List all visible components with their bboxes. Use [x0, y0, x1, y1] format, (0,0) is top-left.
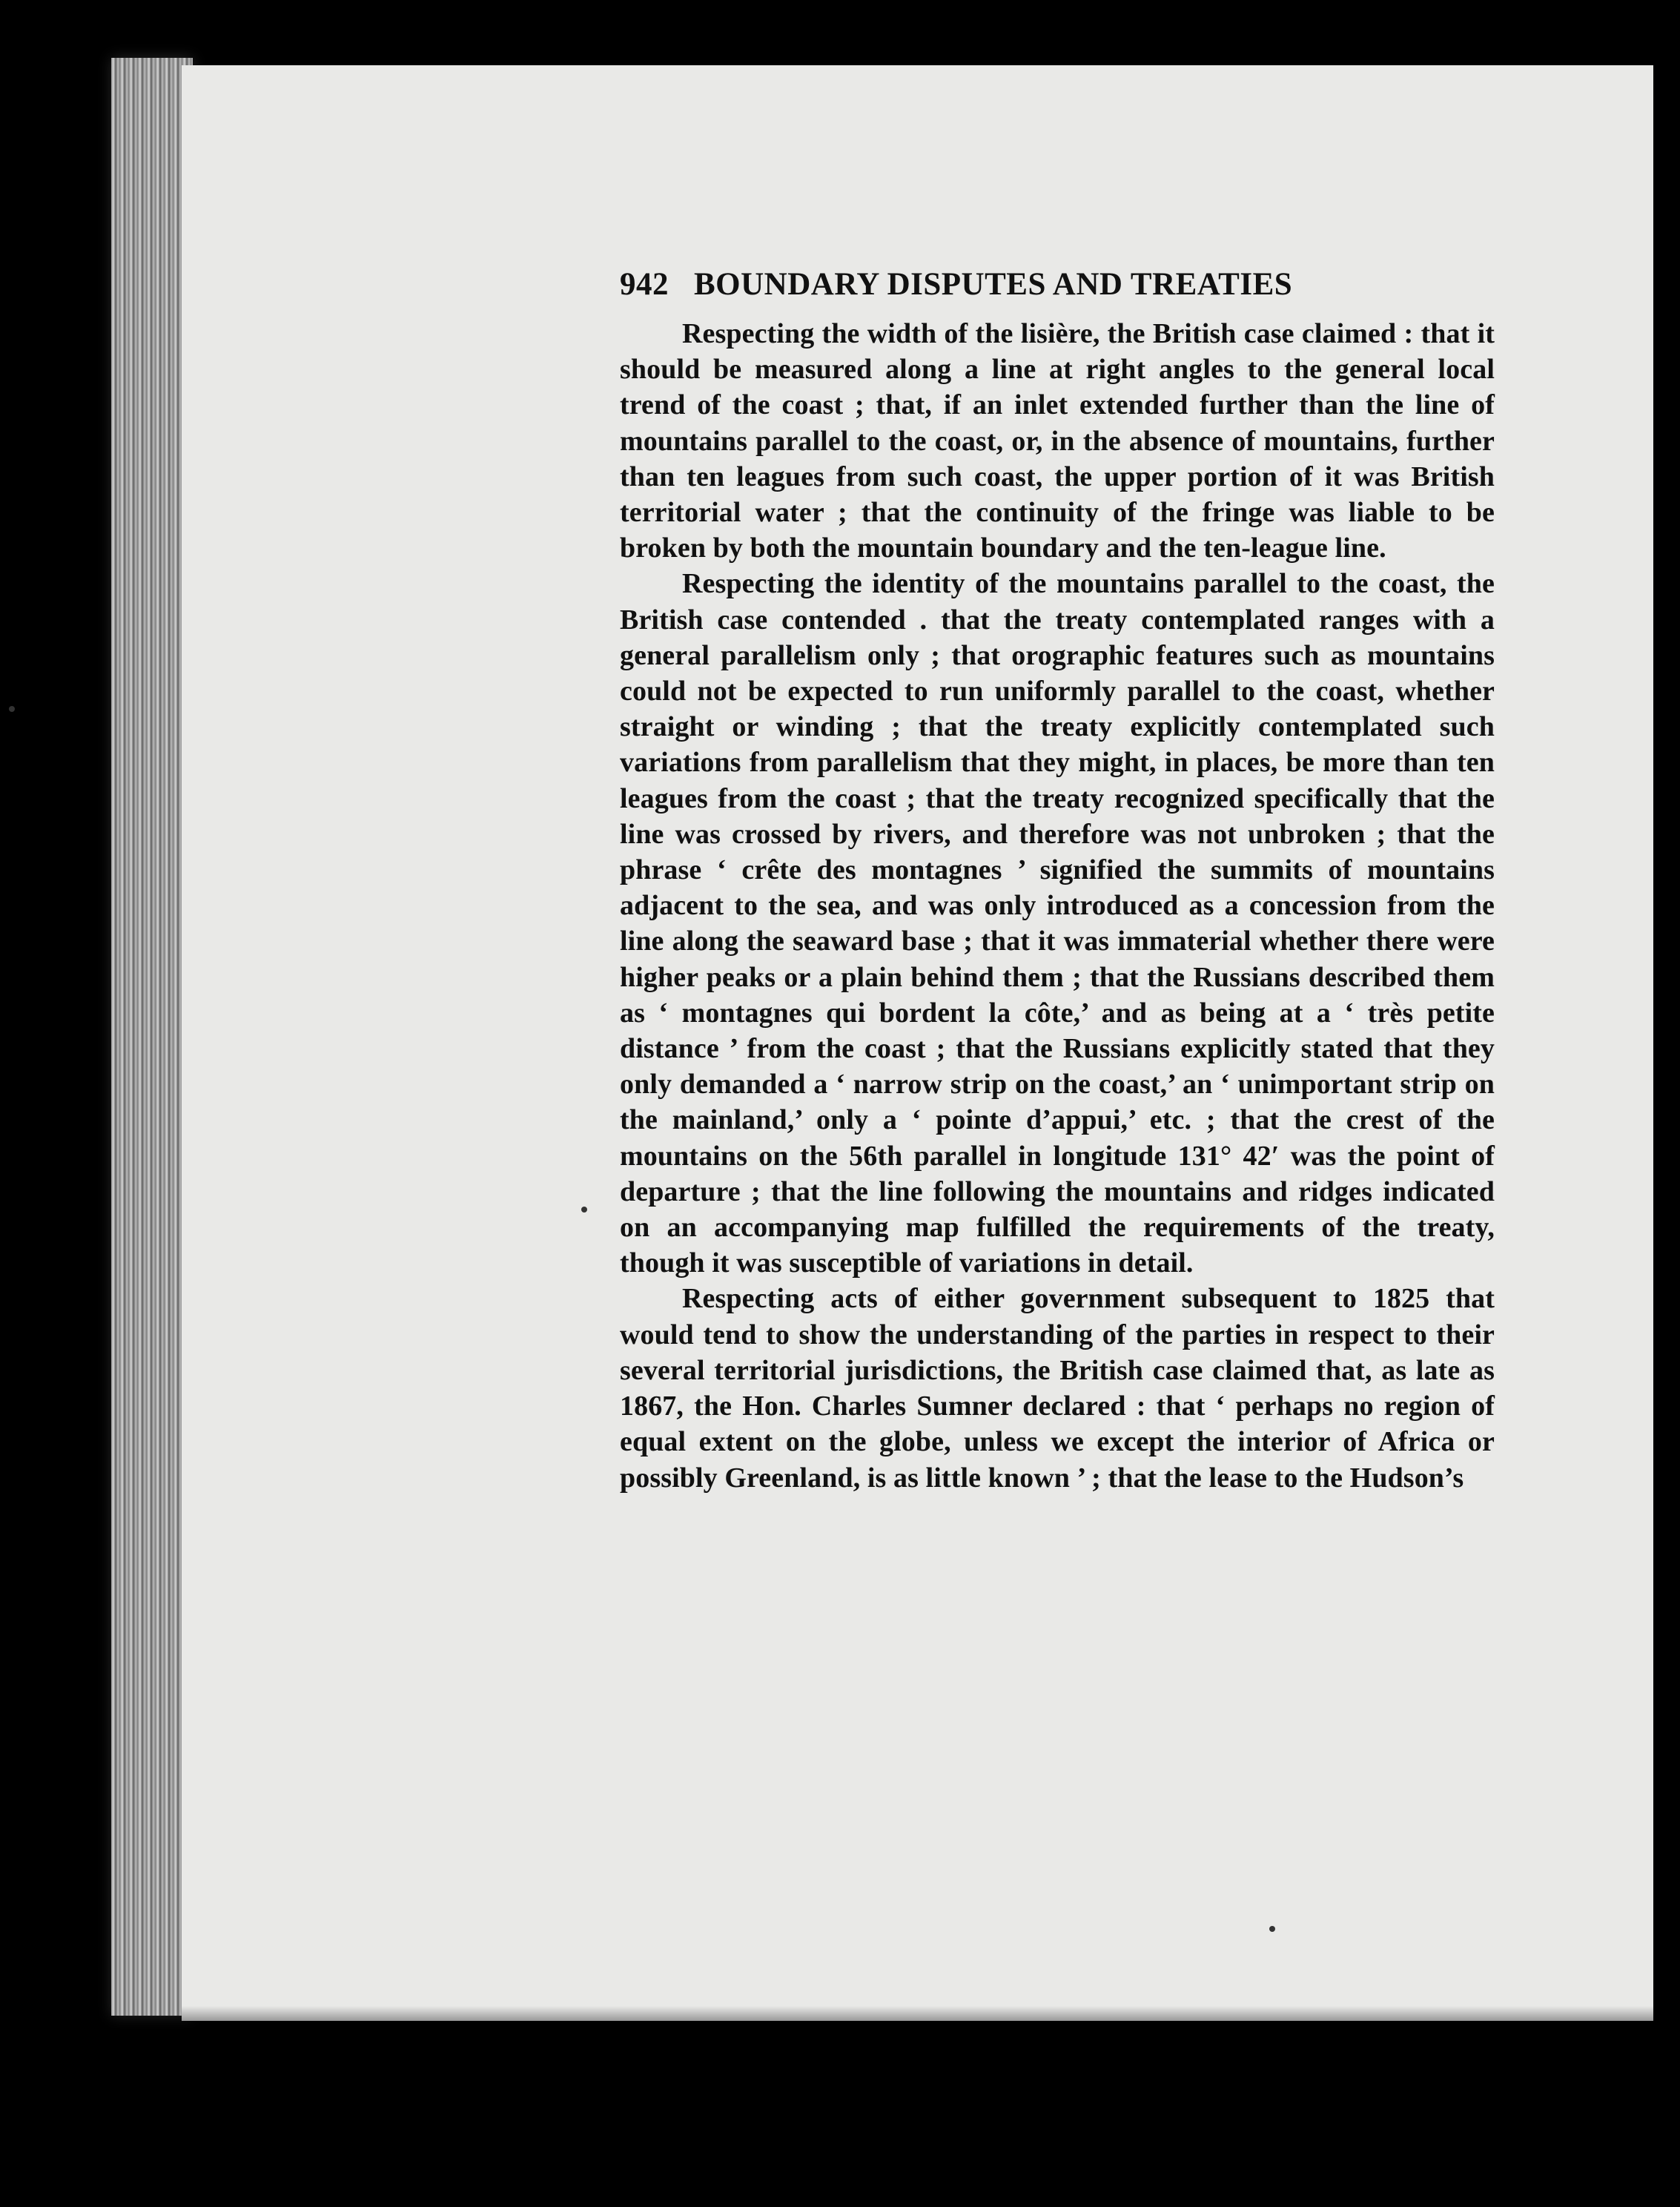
book-page-edges: [111, 58, 193, 2016]
paragraph-mountains-identity: Respecting the identity of the mountains parallel to the coast, the British case contended . that the treaty contemplated ranges with a general parallelism only ; that orographic features such as mountains could not be expected to run uniformly parallel to the coast, whether straight or winding ; that the treaty explicitly contemplated such variations from parallelism that they might, in places, be more than ten leagues from the coast ; that the treaty recognized specifically that the line was crossed by rivers, and therefore was not unbroken ; that the phrase ‘ crête des montagnes ’ signified the summits of mountains adjacent to the sea, and was only introduced as a concession from the line along the seaward base ; that it was immaterial whether there were higher peaks or a plain behind them ; that the Russians described them as ‘ montagnes qui bordent la côte,’ and as being at a ‘ très petite distance ’ from the coast ; that the Russians explicitly stated that they only demanded a ‘ narrow strip on the coast,’ an ‘ unimportant strip on the mainland,’ only a ‘ pointe d’appui,’ etc. ; that the crest of the mountains on the 56th parallel in longitude 131° 42′ was the point of departure ; that the line following the mountains and ridges indicated on an accompanying map fulfilled the requirements of the treaty, though it was susceptible of variations in detail.: [620, 568, 1495, 1279]
page-header: [620, 267, 1495, 311]
paragraph-lisiere-width: Respecting the width of the lisière, the British case claimed : that it should be measured along a line at right angles to the general local trend of the coast ; that, if an inlet extended further than the line of mountains parallel to the coast, or, in the absence of mountains, further than ten leagues from such coast, the upper portion of it was British territorial water ; that the continuity of the fringe was liable to be broken by both the mountain boundary and the ten-league line.: [620, 318, 1495, 564]
paragraph-government-acts: Respecting acts of either government subsequent to 1825 that would tend to show the understanding of the parties in respect to their several territorial jurisdictions, the British case claimed that, as late as 1867, the Hon. Charles Sumner declared : that ‘ perhaps no region of equal extent on the globe, unless we except the interior of Africa or possibly Greenland, is as little known ’ ; that the lease to the Hudson’s: [620, 1283, 1495, 1494]
speck-mark: [1269, 1926, 1275, 1932]
speck-mark: [581, 1207, 587, 1213]
page-number: 942: [620, 267, 669, 302]
speck-mark: [9, 706, 15, 712]
running-head: BOUNDARY DISPUTES AND TREATIES: [694, 267, 1293, 302]
page-text: [620, 267, 1495, 1496]
page-bottom-shadow: [182, 2006, 1653, 2021]
